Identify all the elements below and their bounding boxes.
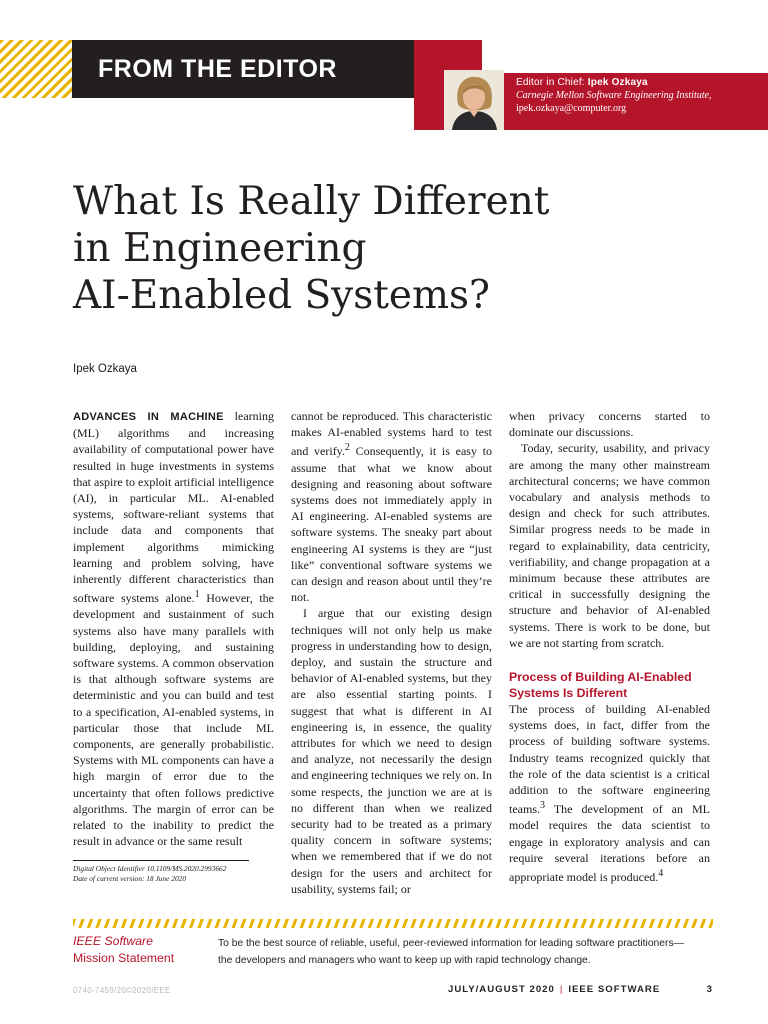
mission-text-line: the developers and managers who want to keep up with rapid technology change. bbox=[218, 955, 591, 966]
footer-separator: | bbox=[559, 984, 564, 995]
paragraph-text: Consequently, it is easy to assume that what we know about designing and reasoning about software systems does not immediately apply in AI engineering. AI-enabled systems are software systems. The sneaky part about engineering AI systems is they are “just like” conventional software systems we can design and reason about until they’re not. bbox=[291, 444, 493, 605]
reference-marker[interactable]: 4 bbox=[658, 868, 664, 880]
paragraph-text: cannot be reproduced. This characteristic makes AI-enabled systems hard to test and verify. bbox=[291, 409, 492, 459]
paragraph-text: However, the development and sustainment of such systems also have many parallels with building, deploying, and sustaining software systems. A common observation is that although software systems are deterministic and you can build and test to a specification, AI-enabled systems, in particular those that include ML components, are generally probabilistic. Systems with ML components can have a high margin of error due to the uncertainty that often follows predictive algorithms. The margin of error can be related to the inability to predict the result in advance or the same result bbox=[73, 591, 274, 849]
paragraph: I argue that our existing design techniques will not only help us make progress in understanding how to design, deploy, and sustain the structure and behavior of AI-enabled systems, but they are also essential starting points. I suggest that what is different in AI engineering is, in essence, the quality attributes for which we need to design and analyze, not necessarily the design and engineering techniques we rely on. In some respects, the junction we are at is no different than when we realized security had to be treated as a primary quality concern in software systems; when we remembered that if we do not design for the users and architect for usability, systems fail; or bbox=[291, 606, 492, 896]
doi-note bbox=[73, 860, 249, 884]
paragraph bbox=[291, 408, 492, 605]
mission-text-line: To be the best source of reliable, useful, peer-reviewed information for leading software practitioners— bbox=[218, 938, 684, 949]
copyright-code: 0740-7459/20©2020IEEE bbox=[73, 986, 171, 995]
editor-photo bbox=[444, 70, 504, 130]
text-column-1 bbox=[73, 408, 274, 849]
article-title bbox=[73, 178, 713, 319]
mission-label-line: Mission Statement bbox=[73, 951, 175, 965]
author-byline: Ipek Ozkaya bbox=[73, 363, 137, 375]
mission-label-line: IEEE Software bbox=[73, 934, 153, 948]
mission-statement bbox=[218, 935, 713, 969]
paragraph: Today, security, usability, and privacy are among the many other mainstream architectural concerns; we have common vocabulary and analysis methods to design and check for such attributes. Similar progress needs to be made in regard to explainability, data centricity, verifiability, and change propagation at a minimum because these attributes are critical in successfully designing the structure and behavior of AI-enabled systems. There is work to be done, but we are not starting from scratch. bbox=[509, 441, 710, 650]
page-footer bbox=[448, 984, 713, 995]
paragraph-text: learning (ML) algorithms and increasing availability of computational power have resulted in huge investments in systems that aspire to exploit artificial intelligence (AI), in particular ML. AI-enabled systems, software-reliant systems that include data and components that implement algorithms mimicking learning and problem solving, have inherently different characteristics than software systems alone. bbox=[73, 409, 274, 606]
section-banner bbox=[72, 40, 414, 98]
magazine-name: IEEE SOFTWARE bbox=[568, 984, 661, 995]
paragraph: when privacy concerns started to dominate our discussions. bbox=[509, 409, 710, 440]
reference-marker[interactable]: 1 bbox=[194, 589, 200, 601]
editor-info bbox=[516, 76, 711, 115]
hatch-decoration bbox=[0, 40, 72, 98]
reference-marker[interactable]: 3 bbox=[540, 800, 545, 812]
title-line: What Is Really Different bbox=[73, 179, 550, 224]
reference-marker[interactable]: 2 bbox=[344, 442, 350, 454]
text-column-2 bbox=[291, 408, 492, 897]
paragraph bbox=[73, 408, 274, 849]
dashed-rule bbox=[73, 919, 713, 928]
page-number: 3 bbox=[706, 984, 713, 995]
editor-name: Ipek Ozkaya bbox=[587, 77, 648, 88]
title-line: in Engineering bbox=[73, 226, 367, 271]
editor-portrait-icon bbox=[444, 70, 504, 130]
issue-date: JULY/AUGUST 2020 bbox=[448, 984, 555, 995]
lead-in: ADVANCES IN MACHINE bbox=[73, 411, 224, 423]
paragraph-text: The process of building AI-enabled systems does, in fact, differ from the process of building software systems. Industry teams recognized quickly that the role of the data scientist is a critical addition to the software engineering teams. bbox=[509, 702, 710, 817]
text-column-3 bbox=[509, 408, 710, 885]
banner-label: FROM THE EDITOR bbox=[98, 54, 337, 83]
title-line: AI-Enabled Systems? bbox=[73, 273, 490, 318]
paragraph bbox=[509, 701, 710, 885]
mission-label bbox=[73, 933, 174, 967]
editor-role-line bbox=[516, 76, 711, 89]
editor-role: Editor in Chief: bbox=[516, 77, 585, 88]
editor-affiliation: Carnegie Mellon Software Engineering Institute, bbox=[516, 90, 712, 101]
section-heading: Process of Building AI-Enabled Systems Is Different bbox=[509, 670, 692, 701]
doi-date: Date of current version: 18 June 2020 bbox=[73, 874, 187, 883]
editor-email[interactable]: ipek.ozkaya@computer.org bbox=[516, 103, 627, 114]
paragraph-text: The development of an ML model requires the data scientist to engage in exploratory analysis and can require several iterations before an appropriate model is produced. bbox=[509, 802, 710, 885]
doi-identifier[interactable]: Digital Object Identifier 10.1109/MS.2020.2993662 bbox=[73, 864, 227, 873]
